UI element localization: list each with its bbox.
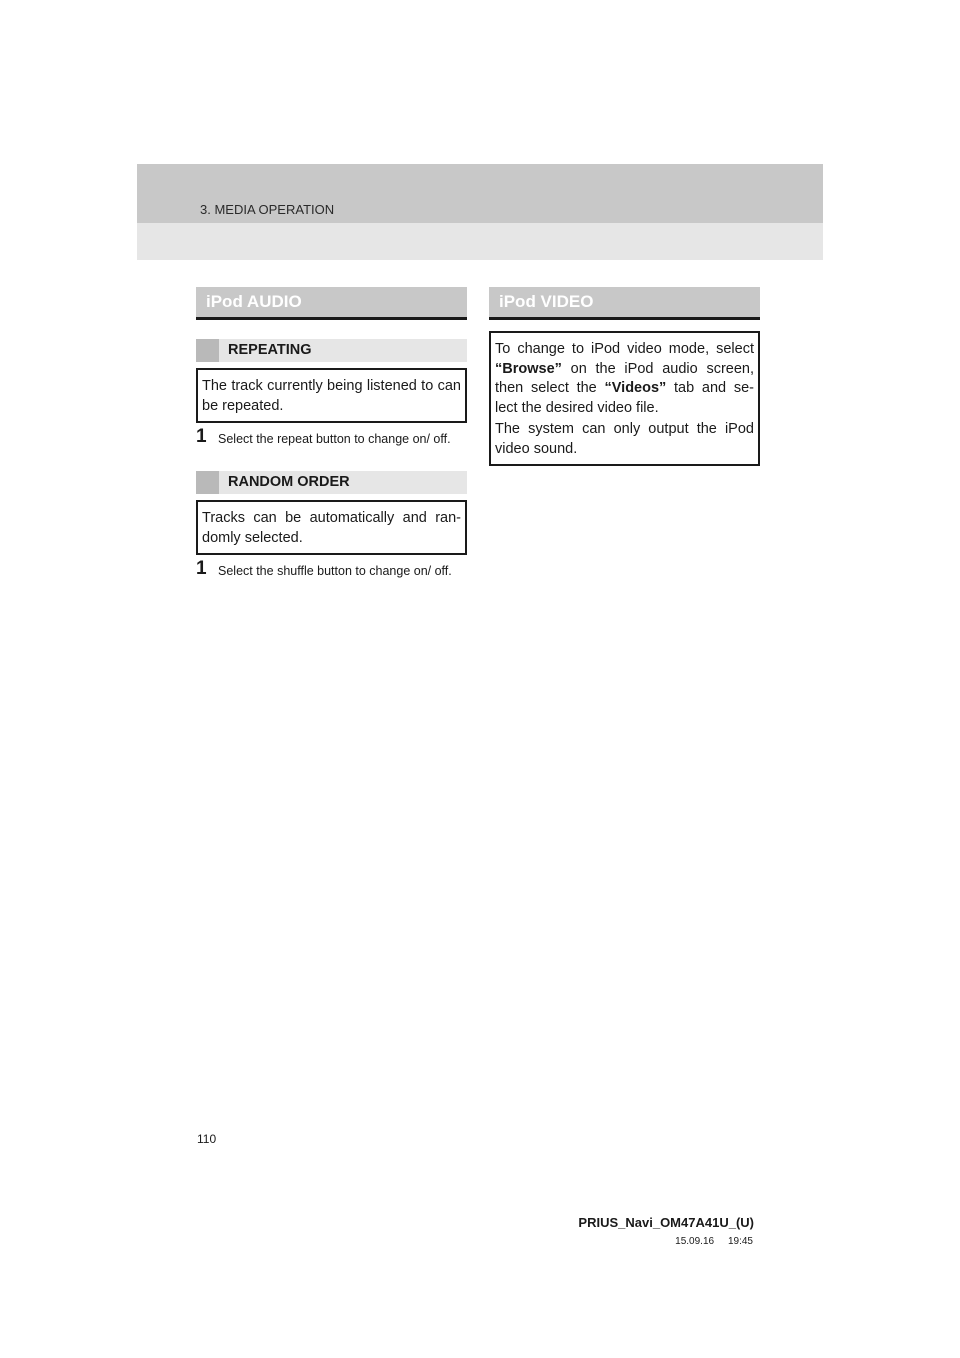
random-order-description: Tracks can be automatically and ran- domly selected. <box>202 510 461 546</box>
header-subband <box>137 223 823 260</box>
page-number: 110 <box>197 1132 217 1146</box>
para1-text: tab and se- lect the desired video file. <box>495 380 755 416</box>
random-order-subheading <box>196 471 467 494</box>
ipod-video-para1 <box>495 340 754 418</box>
browse-keyword: “Browse” <box>495 360 562 377</box>
random-order-description-box <box>196 500 467 555</box>
document-timestamp: 15.09.16 19:45 <box>675 1236 753 1247</box>
subheading-square-icon <box>196 339 219 362</box>
step-number: 1 <box>196 558 207 579</box>
ipod-video-column <box>489 287 760 466</box>
step-number: 1 <box>196 426 207 447</box>
header-band <box>137 164 823 223</box>
repeating-subheading-text: REPEATING <box>228 342 312 358</box>
repeating-subheading <box>196 339 467 362</box>
repeating-description: The track currently being listened to can be repeated. <box>202 378 461 414</box>
subheading-square-icon <box>196 471 219 494</box>
section-label: 3. MEDIA OPERATION <box>200 202 335 217</box>
ipod-video-heading: iPod VIDEO <box>489 287 760 320</box>
para1-text: To change to iPod video mode, select <box>495 341 754 357</box>
random-order-step-text: Select the shuffle button to change on/ off. <box>218 564 452 578</box>
repeating-description-box <box>196 368 467 423</box>
ipod-video-para2: The system can only output the iPod video sound. <box>495 421 754 457</box>
repeating-step-text: Select the repeat button to change on/ off. <box>218 432 451 446</box>
document-id: PRIUS_Navi_OM47A41U_(U) <box>578 1215 754 1230</box>
ipod-audio-heading: iPod AUDIO <box>196 287 467 320</box>
para1-text: on the iPod audio screen, then select the <box>495 360 754 396</box>
videos-keyword: “Videos” <box>604 380 667 396</box>
ipod-video-box <box>489 331 760 466</box>
random-order-subheading-text: RANDOM ORDER <box>228 474 350 490</box>
ipod-audio-column <box>196 287 467 582</box>
random-order-step <box>196 558 467 582</box>
repeating-step <box>196 426 467 450</box>
